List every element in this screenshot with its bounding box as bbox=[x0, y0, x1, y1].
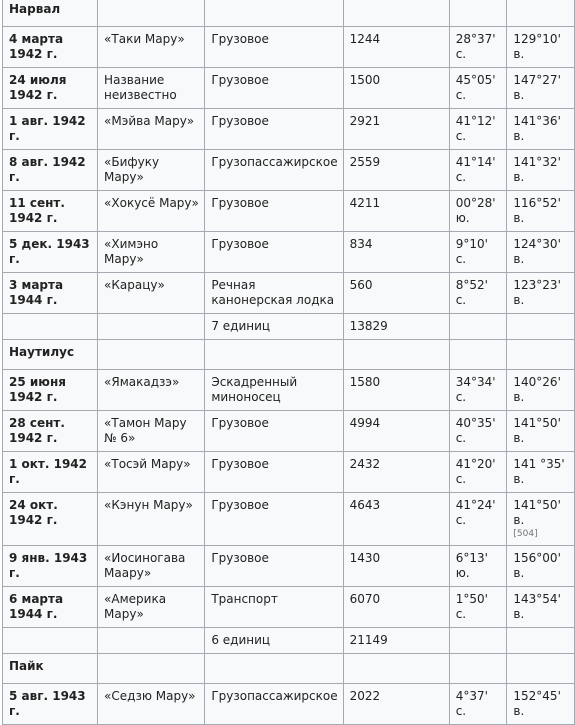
date-cell: 1 окт. 1942 г. bbox=[3, 452, 98, 493]
section-header-row bbox=[3, 0, 575, 27]
table-row bbox=[3, 452, 575, 493]
latitude-cell: 4°37' с. bbox=[449, 684, 507, 725]
tonnage-cell: 2432 bbox=[343, 452, 449, 493]
ship-name-cell: «Седзю Мару» bbox=[98, 684, 205, 725]
table-row bbox=[3, 684, 575, 725]
ship-type-cell: Грузовое bbox=[205, 191, 343, 232]
table-row bbox=[3, 587, 575, 628]
longitude-cell: 141 °35' в. bbox=[507, 452, 575, 493]
table-row bbox=[3, 27, 575, 68]
latitude-cell: 9°10' с. bbox=[449, 232, 507, 273]
latitude-cell: 45°05' с. bbox=[449, 68, 507, 109]
empty-cell bbox=[98, 654, 205, 684]
tonnage-cell: 1500 bbox=[343, 68, 449, 109]
empty-cell bbox=[449, 314, 507, 340]
date-cell: 5 авг. 1943 г. bbox=[3, 684, 98, 725]
empty-cell bbox=[205, 654, 343, 684]
section-header-row bbox=[3, 340, 575, 370]
table-row bbox=[3, 411, 575, 452]
ship-name-cell: «Ямакадзэ» bbox=[98, 370, 205, 411]
longitude-cell: 143°54' в. bbox=[507, 587, 575, 628]
empty-cell bbox=[449, 654, 507, 684]
empty-cell bbox=[507, 314, 575, 340]
section-header-row bbox=[3, 654, 575, 684]
longitude-cell: 116°52' в. bbox=[507, 191, 575, 232]
ship-name-cell: «Тамон Мару № 6» bbox=[98, 411, 205, 452]
date-cell: 3 марта 1944 г. bbox=[3, 273, 98, 314]
tonnage-cell: 560 bbox=[343, 273, 449, 314]
ship-type-cell: Транспорт bbox=[205, 587, 343, 628]
latitude-cell: 41°20' с. bbox=[449, 452, 507, 493]
empty-cell bbox=[98, 314, 205, 340]
empty-cell bbox=[98, 628, 205, 654]
empty-cell bbox=[98, 340, 205, 370]
latitude-cell: 34°34' с. bbox=[449, 370, 507, 411]
tonnage-cell: 6070 bbox=[343, 587, 449, 628]
total-row bbox=[3, 314, 575, 340]
longitude-cell: 156°00' в. bbox=[507, 546, 575, 587]
empty-cell bbox=[507, 340, 575, 370]
empty-cell bbox=[449, 628, 507, 654]
submarine-name: Пайк bbox=[3, 654, 98, 684]
total-tonnage-cell: 13829 bbox=[343, 314, 449, 340]
tonnage-cell: 1244 bbox=[343, 27, 449, 68]
empty-cell bbox=[205, 340, 343, 370]
ship-name-cell: «Химэно Мару» bbox=[98, 232, 205, 273]
longitude-cell: 140°26' в. bbox=[507, 370, 575, 411]
table-row bbox=[3, 109, 575, 150]
total-row bbox=[3, 628, 575, 654]
empty-cell bbox=[449, 340, 507, 370]
latitude-cell: 41°24' с. bbox=[449, 493, 507, 546]
ship-type-cell: Эскадренный миноносец bbox=[205, 370, 343, 411]
empty-cell bbox=[507, 628, 575, 654]
date-cell: 9 янв. 1943 г. bbox=[3, 546, 98, 587]
empty-cell bbox=[343, 340, 449, 370]
tonnage-cell: 2022 bbox=[343, 684, 449, 725]
date-cell: 24 июля 1942 г. bbox=[3, 68, 98, 109]
date-cell: 25 июня 1942 г. bbox=[3, 370, 98, 411]
empty-cell bbox=[205, 0, 343, 27]
date-cell: 1 авг. 1942 г. bbox=[3, 109, 98, 150]
total-tonnage-cell: 21149 bbox=[343, 628, 449, 654]
ship-name-cell: «Бифуку Мару» bbox=[98, 150, 205, 191]
tonnage-cell: 4994 bbox=[343, 411, 449, 452]
latitude-cell: 6°13' ю. bbox=[449, 546, 507, 587]
submarine-name: Нарвал bbox=[3, 0, 98, 27]
ship-type-cell: Грузовое bbox=[205, 452, 343, 493]
date-cell: 6 марта 1944 г. bbox=[3, 587, 98, 628]
ship-type-cell: Грузовое bbox=[205, 411, 343, 452]
date-cell: 28 сент. 1942 г. bbox=[3, 411, 98, 452]
latitude-cell: 00°28' ю. bbox=[449, 191, 507, 232]
ship-type-cell: Грузопассажирское bbox=[205, 150, 343, 191]
total-units-cell: 7 единиц bbox=[205, 314, 343, 340]
ship-name-cell: «Карацу» bbox=[98, 273, 205, 314]
tonnage-cell: 2559 bbox=[343, 150, 449, 191]
tonnage-cell: 1580 bbox=[343, 370, 449, 411]
table-row bbox=[3, 546, 575, 587]
ship-name-cell: «Иосиногава Маару» bbox=[98, 546, 205, 587]
table-row bbox=[3, 150, 575, 191]
empty-cell bbox=[507, 654, 575, 684]
date-cell: 4 марта 1942 г. bbox=[3, 27, 98, 68]
ship-type-cell: Грузовое bbox=[205, 27, 343, 68]
table-row bbox=[3, 370, 575, 411]
tonnage-cell: 4643 bbox=[343, 493, 449, 546]
ship-name-cell: «Мэйва Мару» bbox=[98, 109, 205, 150]
ship-name-cell: «Кэнун Мару» bbox=[98, 493, 205, 546]
tonnage-cell: 1430 bbox=[343, 546, 449, 587]
ship-type-cell: Грузовое bbox=[205, 546, 343, 587]
longitude-cell: 124°30' в. bbox=[507, 232, 575, 273]
longitude-cell: 129°10' в. bbox=[507, 27, 575, 68]
table-row bbox=[3, 68, 575, 109]
ship-name-cell: Название неизвестно bbox=[98, 68, 205, 109]
latitude-cell: 28°37' с. bbox=[449, 27, 507, 68]
latitude-cell: 41°12' с. bbox=[449, 109, 507, 150]
latitude-cell: 40°35' с. bbox=[449, 411, 507, 452]
ship-type-cell: Грузовое bbox=[205, 493, 343, 546]
latitude-cell: 41°14' с. bbox=[449, 150, 507, 191]
longitude-cell: 141°32' в. bbox=[507, 150, 575, 191]
tonnage-cell: 4211 bbox=[343, 191, 449, 232]
date-cell: 24 окт. 1942 г. bbox=[3, 493, 98, 546]
ship-type-cell: Грузовое bbox=[205, 68, 343, 109]
total-units-cell: 6 единиц bbox=[205, 628, 343, 654]
submarine-name: Наутилус bbox=[3, 340, 98, 370]
longitude-value: 141°50' в. bbox=[513, 498, 561, 527]
table-row bbox=[3, 273, 575, 314]
empty-cell bbox=[343, 0, 449, 27]
table-row bbox=[3, 191, 575, 232]
latitude-cell: 1°50' с. bbox=[449, 587, 507, 628]
empty-cell bbox=[343, 654, 449, 684]
reference-link[interactable]: [504] bbox=[513, 529, 538, 539]
ship-type-cell: Грузовое bbox=[205, 109, 343, 150]
ship-name-cell: «Таки Мару» bbox=[98, 27, 205, 68]
empty-cell bbox=[98, 0, 205, 27]
table-row bbox=[3, 232, 575, 273]
longitude-cell: 141°50' в. bbox=[507, 411, 575, 452]
date-cell: 5 дек. 1943 г. bbox=[3, 232, 98, 273]
longitude-cell bbox=[507, 493, 575, 546]
ship-type-cell: Речная канонерская лодка bbox=[205, 273, 343, 314]
ship-name-cell: «Тосэй Мару» bbox=[98, 452, 205, 493]
longitude-cell: 147°27' в. bbox=[507, 68, 575, 109]
ship-name-cell: «Америка Мару» bbox=[98, 587, 205, 628]
longitude-cell: 123°23' в. bbox=[507, 273, 575, 314]
sunk-ships-table bbox=[2, 0, 575, 725]
table-row bbox=[3, 493, 575, 546]
tonnage-cell: 2921 bbox=[343, 109, 449, 150]
date-cell: 8 авг. 1942 г. bbox=[3, 150, 98, 191]
tonnage-cell: 834 bbox=[343, 232, 449, 273]
latitude-cell: 8°52' с. bbox=[449, 273, 507, 314]
empty-cell bbox=[449, 0, 507, 27]
longitude-cell: 152°45' в. bbox=[507, 684, 575, 725]
empty-cell bbox=[3, 628, 98, 654]
longitude-cell: 141°36' в. bbox=[507, 109, 575, 150]
empty-cell bbox=[507, 0, 575, 27]
ship-type-cell: Грузовое bbox=[205, 232, 343, 273]
ship-name-cell: «Хокусё Мару» bbox=[98, 191, 205, 232]
table-body bbox=[3, 0, 575, 725]
empty-cell bbox=[3, 314, 98, 340]
date-cell: 11 сент. 1942 г. bbox=[3, 191, 98, 232]
ship-type-cell: Грузопассажирское bbox=[205, 684, 343, 725]
